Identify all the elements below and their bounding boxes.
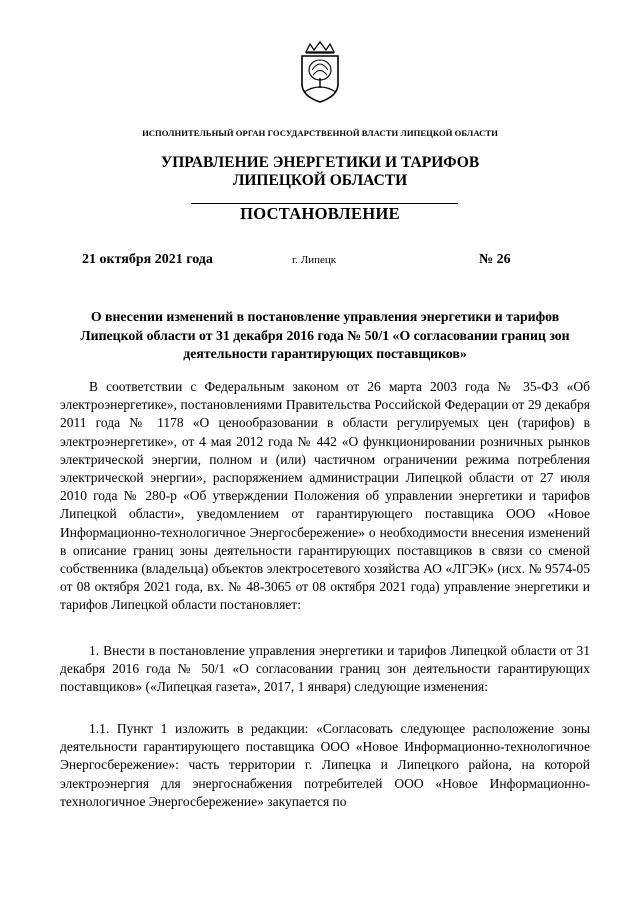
department-name <box>0 154 640 190</box>
document-type: ПОСТАНОВЛЕНИЕ <box>240 204 400 223</box>
document-city: г. Липецк <box>292 254 337 266</box>
preamble-paragraph: В соответствии с Федеральным законом от 26 марта 2003 года № 35-ФЗ «Об электроэнергетике», постановлениями Правительства Российской Федерации от 29 декабря 2011 года № 1178 «О ценообразовании в области регулируемых цен (тарифов) в электроэнергетике», от 4 мая 2012 года № 442 «О функционировании розничных рынков электрической энергии, полном и (или) частичном ограничении режима потребления электрической энергии», распоряжением администрации Липецкой области от 27 июля 2010 года № 280-р «Об утверждении Положения об управлении энергетики и тарифов Липецкой области», уведомлением от гарантирующего поставщика ООО «Новое Информационно-технологичное Энергосбережение» о необходимости внесения изменений в описание границ зоны деятельности гарантирующих поставщиков в связи со сменой собственника (владельца) объектов электросетевого хозяйства АО «ЛГЭК» (исх. № 9574-05 от 08 октября 2021 года, вх. № 48-3065 от 08 октября 2021 года) управление энергетики и тарифов Липецкой области постановляет: <box>60 379 590 613</box>
lipetsk-coat-of-arms-icon <box>296 40 344 104</box>
document-date: 21 октября 2021 года <box>82 252 213 267</box>
document-number: № 26 <box>479 252 511 267</box>
item-1-1-paragraph: 1.1. Пункт 1 изложить в редакции: «Согласовать следующее расположение зоны деятельности гарантирующего поставщика ООО «Новое Информационно-технологичное Энергосбережение»: часть территории г. Липецка и Липецкого района, на которой электроэнергия для энергоснабжения потребителей ООО «Новое Информационно-технологичное Энергосбережение» закупается по <box>60 721 590 809</box>
authority-name: ИСПОЛНИТЕЛЬНЫЙ ОРГАН ГОСУДАРСТВЕННОЙ ВЛАСТИ ЛИПЕЦКОЙ ОБЛАСТИ <box>142 128 498 138</box>
item-1-paragraph: 1. Внести в постановление управления энергетики и тарифов Липецкой области от 31 декабря 2016 года № 50/1 «О согласовании границ зон деятельности гарантирующих поставщиков» («Липецкая газета», 2017, 1 января) следующие изменения: <box>60 643 590 695</box>
department-line-1: УПРАВЛЕНИЕ ЭНЕРГЕТИКИ И ТАРИФОВ <box>160 154 480 171</box>
department-line-2: ЛИПЕЦКОЙ ОБЛАСТИ <box>232 172 408 189</box>
document-title: О внесении изменений в постановление управления энергетики и тарифов Липецкой области от 31 декабря 2016 года № 50/1 «О согласовании границ зон деятельности гарантирующих поставщиков» <box>80 309 570 361</box>
